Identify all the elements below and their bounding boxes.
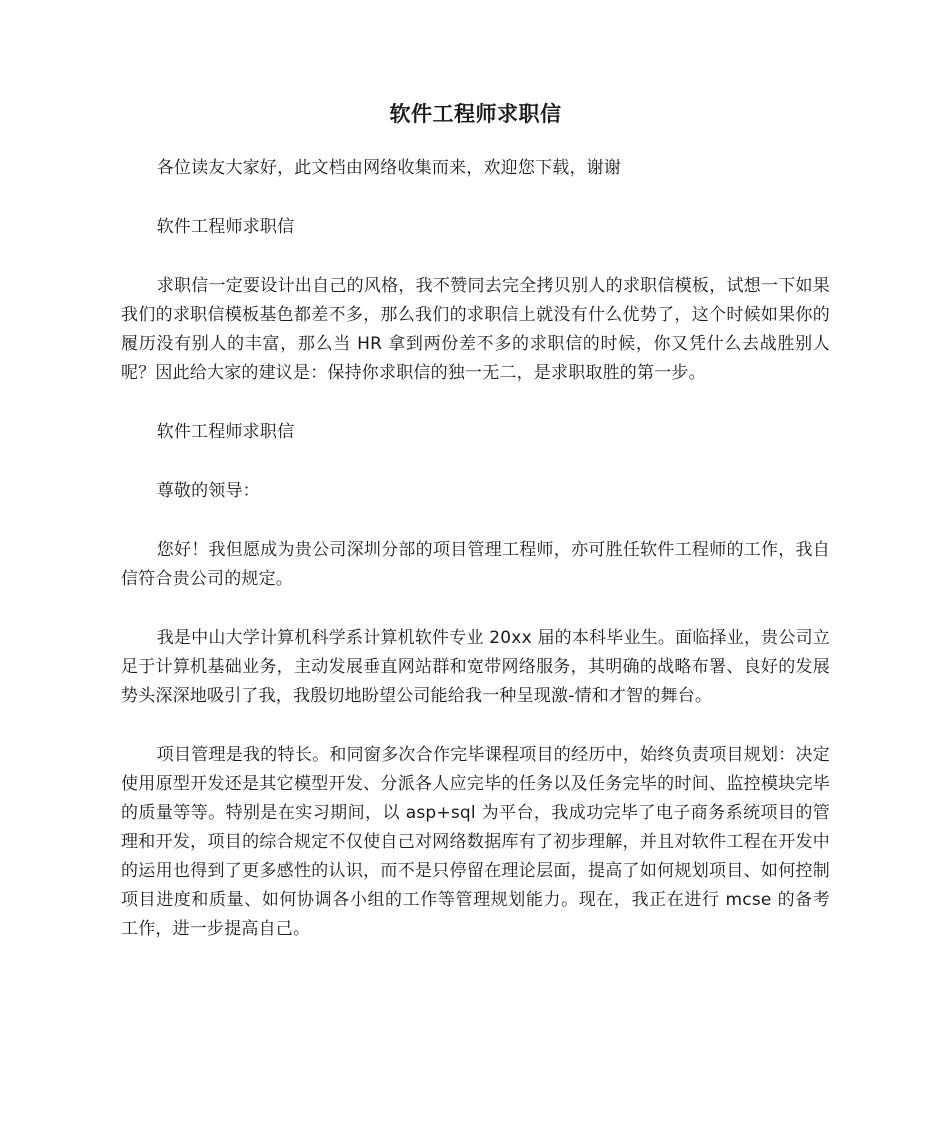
body-paragraph: 求职信一定要设计出自己的风格，我不赞同去完全拷贝别人的求职信模板，试想一下如果我们的求职信模板基色都差不多，那么我们的求职信上就没有什么优势了，这个时候如果你的履历没有别人的丰富，那么当 HR 拿到两份差不多的求职信的时候，你又凭什么去战胜别人呢？因此给大家的建议是：保持你求职信的独一无二，是求职取胜的第一步。: [121, 276, 830, 383]
intro-paragraph: 各位读友大家好，此文档由网络收集而来，欢迎您下载，谢谢: [156, 158, 622, 178]
document-title: 软件工程师求职信: [389, 102, 562, 126]
document-page: [121, 96, 830, 974]
section-heading: 软件工程师求职信: [156, 217, 295, 237]
salutation: 尊敬的领导：: [156, 481, 260, 501]
body-paragraph: 您好！我但愿成为贵公司深圳分部的项目管理工程师，亦可胜任软件工程师的工作，我自信符合贵公司的规定。: [121, 540, 830, 589]
section-heading: 软件工程师求职信: [156, 422, 295, 442]
body-paragraph: 项目管理是我的特长。和同窗多次合作完毕课程项目的经历中，始终负责项目规划：决定使用原型开发还是其它模型开发、分派各人应完毕的任务以及任务完毕的时间、监控模块完毕的质量等等。特别是在实习期间，以 asp+sql 为平台，我成功完毕了电子商务系统项目的管理和开发，项目的综合规定不仅使自己对网络数据库有了初步理解，并且对软件工程在开发中的运用也得到了更多感性的认识，而不是只停留在理论层面，提高了如何规划项目、如何控制项目进度和质量、如何协调各小组的工作等管理规划能力。现在，我正在进行 mcse 的备考工作，进一步提高自己。: [121, 745, 830, 939]
body-paragraph: 我是中山大学计算机科学系计算机软件专业 20xx 届的本科毕业生。面临择业，贵公司立足于计算机基础业务，主动发展垂直网站群和宽带网络服务，其明确的战略布署、良好的发展势头深深地吸引了我，我殷切地盼望公司能给我一种呈现激-情和才智的舞台。: [121, 628, 830, 706]
